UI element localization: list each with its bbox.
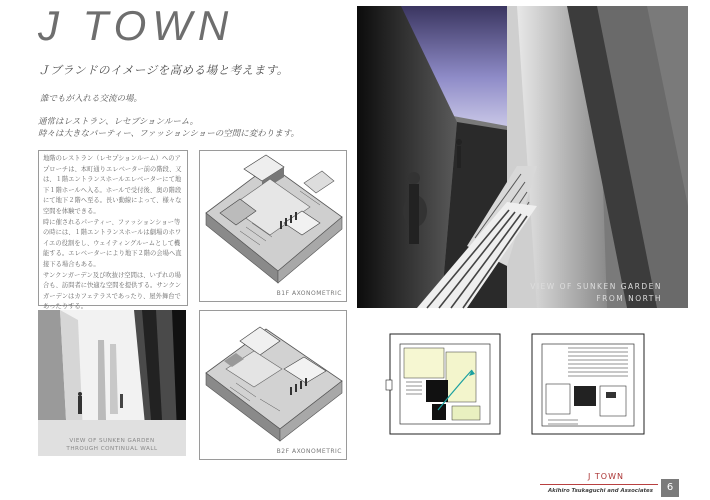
- concept-line-3: 時々は大きなパーティー、ファッションショーの空間に変わります。: [38, 129, 300, 139]
- render-caption-line-2: THROUGH CONTINUAL WALL: [66, 446, 158, 452]
- b1f-axonometric-drawing: [199, 150, 347, 302]
- render-caption-line-1: VIEW OF SUNKEN GARDEN: [69, 438, 155, 444]
- description-box: [38, 150, 188, 311]
- page-number-badge: 6: [661, 479, 679, 497]
- concept-line-1: 誰でもが入れる交流の場。: [40, 94, 143, 104]
- photo-caption-line-2: FROM NORTH: [596, 294, 662, 303]
- b1f-axonometric-image: [200, 151, 348, 303]
- floor-plan-b2f-image: [528, 330, 648, 438]
- sunken-garden-image: [357, 6, 688, 308]
- photo-caption-line-1: VIEW OF SUNKEN GARDEN: [530, 282, 662, 291]
- floor-plan-b1f-image: [386, 330, 504, 438]
- footer-title: J TOWN: [588, 472, 624, 481]
- b2f-axonometric-image: [200, 311, 348, 461]
- footer-author: Akihiro Tsukaguchi and Associates: [548, 488, 653, 494]
- description-paragraph-2: 時に催されるパーティー、ファッションショー等の時には、１階エントランスホールは劇場のホワイエの役割をし、ウェイティングルームとして機能する。エレベーターにより地下２階の会場へ直接下る場合もある。: [43, 218, 182, 268]
- footer-rule: [540, 484, 658, 485]
- b1f-axonometric-caption: B1F AXONOMETRIC: [276, 290, 342, 297]
- description-paragraph-3: サンクンガーデン及び吹抜け空間は、いずれの場合も、訪問者に快適な空間を提供する。サンクンガーデンはカフェテラスであったり、屋外舞台であったりする。: [43, 271, 182, 311]
- b2f-axonometric-caption: B2F AXONOMETRIC: [276, 448, 342, 455]
- concept-line-2: 通常はレストラン、レセプションルーム。: [38, 117, 199, 127]
- sunken-garden-photo: [357, 6, 688, 308]
- b2f-axonometric-drawing: [199, 310, 347, 460]
- page-title: J TOWN: [38, 2, 235, 49]
- continual-wall-rendering: [38, 310, 186, 456]
- subtitle: Ｊブランドのイメージを高める場と考えます。: [38, 63, 289, 77]
- floor-plan-b1f: [386, 330, 504, 438]
- continual-wall-image: [38, 310, 186, 456]
- description-paragraph-1: 地階のレストラン（レセプションルーム）へのアプローチは、本町通りエレベーター前の階段、又は、１階エントランスホールエレベーターにて地下１階ホールへ入る。ホールで受付後、奥の階段にて地下２階へ至る。長い動線によって、様々な空間を体験できる。: [43, 155, 182, 215]
- floor-plan-b2f: [528, 330, 648, 438]
